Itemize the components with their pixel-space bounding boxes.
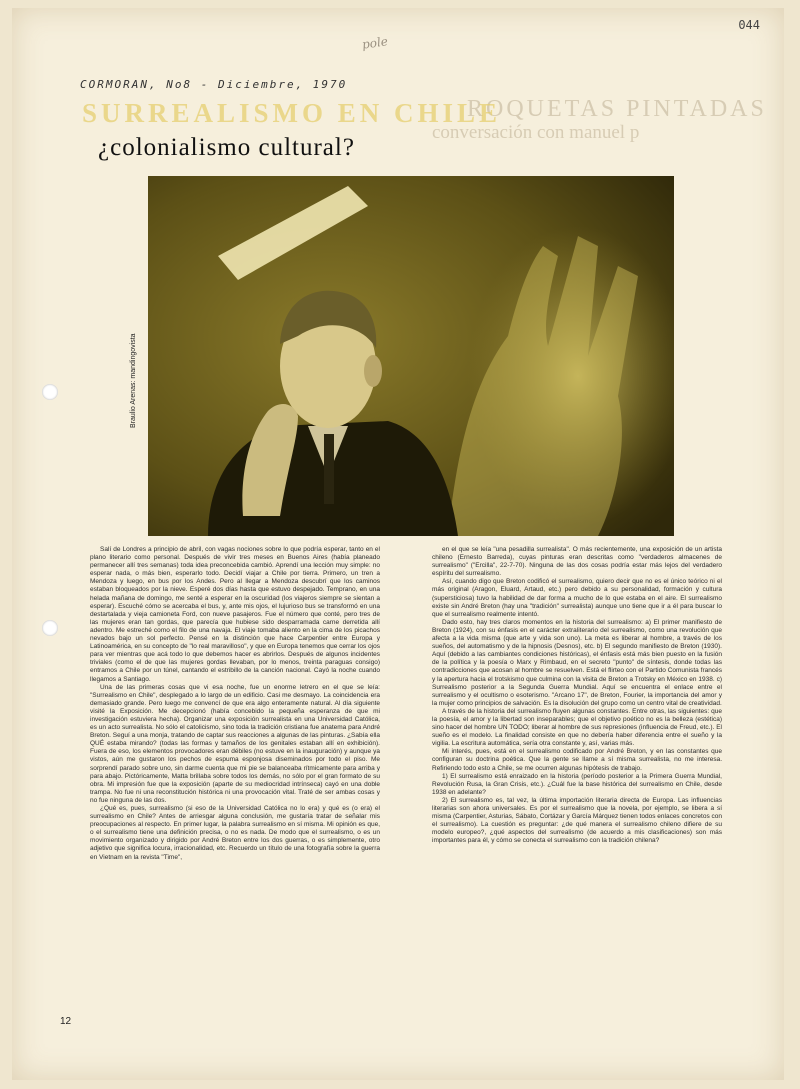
paragraph: ¿Qué es, pues, surrealismo (si eso de la Universidad Católica no lo era) y qué es (o era) el surrealismo en Chile? Antes de arriesgar alguna conclusión, me gustaría tratar de señalar mis preocupaciones al respecto. En primer lugar, la palabra surrealismo en sí misma. Mi opinión es que, o el surrealismo tiene una definición precisa, o no es nada. De modo que el surrealismo, o es un movimiento organizado y dirigido por André Breton entre los dos guerras, o es simplemente, otro adjetivo que significa locura, irracionalidad, etc. Recuerdo un título de una fotografía sobre la guerra en Vietnam en la revista "Time", [90, 805, 380, 861]
bleedthrough-title: ROQUETAS PINTADAS [467, 96, 767, 122]
binder-hole [42, 384, 58, 400]
pencil-note: pole [361, 34, 389, 52]
paragraph: 1) El surrealismo está enraizado en la historia (período posterior a la Primera Guerra Mundial, Revolución Rusa, la Gran Crisis, etc.). ¿Cuál fue la base histórica del surrealismo en Chile, desde 1938 en adelante? [432, 772, 722, 796]
bleedthrough-subtitle: conversación con manuel p [432, 122, 640, 143]
handwritten-header: CORMORAN, No8 - Diciembre, 1970 [80, 78, 348, 91]
page-number: 12 [60, 1016, 72, 1027]
paragraph: Dado esto, hay tres claros momentos en la historia del surrealismo: a) El primer manifiesto de Breton (1924), con su énfasis en el carácter extraliterario del surrealismo, como una revolución que afecta a la vida misma (que arte y vida son uno). La meta es liberar al hombre, a través de los sueños, del automatismo y de la hipnosis (Desnos), etc. b) El segundo manifiesto de Breton (1930). Aquí (debido a las cambiantes condiciones históricas), el énfasis está más bien puesto en la fusión de la política y la poesía o Marx y Rimbaud, en el secreto "punto" de síntesis, donde todas las contradicciones que acosan al hombre se resuelven. Está el flirteo con el Partido Comunista francés y la apertura hacia el trotskismo que culmina con la visita de Breton a Trotsky en México en 1938. c) Surrealismo posterior a la Segunda Guerra Mundial. Aquí se encuentra el enlace entre el surrealismo y el ocultismo o esoterismo. "Arcano 17", de Breton, Fourier, la importancia del amor y la mujer como principios de salvación. Es la disolución del grupo como un centro vital de creatividad. [432, 618, 722, 707]
paragraph: Una de las primeras cosas que vi esa noche, fue un enorme letrero en el que se leía: "Surrealismo en Chile", desplegado a lo largo de un edificio. Casi me desmayo. La coincidencia era demasiado grande. Pero luego me convencí de que era algo enteramente natural. Al día siguiente visité la Exposición. Me decepcionó (había concebido la pequeña esperanza de que mi investigación estuviera hecha). Organizar una exposición surrealista en una Universidad Católica, es un acto surrealista. No sólo el catolicismo, sino toda la tradición cristiana fue anatema para André Breton. Seguí a una monja, tratando de captar sus reacciones a algunas de las pinturas. ¿Sabía ella QUÉ estaba mirando? (todas las formas y tamaños de los genitales estaban allí en exhibición). Fuera de eso, los elementos provocadores eran débiles (no estuve en la inauguración) y aunque ya vistos, aún me gustaron los pechos de espuma esponjosa diseminados por todo el piso. Me sorprendí parado sobre uno, sin darme cuenta que mi pie se balanceaba rítmicamente para arriba y para abajo. Pictóricamente, Matta brillaba sobre todos los demás, no sólo por el gran formato de su obra. Mi impresión fue que la exposición (aparte de su mediocridad intrínseca) cayó en una doble trampa. No fue ni una reconstitución histórica ni una provocación vital. Traté de ser ambas cosas y no fue ninguna de las dos. [90, 683, 380, 804]
binder-hole [42, 620, 58, 636]
photo-credit: Braulio Arenas: mandingovista [130, 333, 137, 428]
magazine-page [12, 8, 784, 1080]
folio-number: 044 [738, 18, 760, 32]
paragraph: A través de la historia del surrealismo fluyen algunas constantes. Entre otras, las siguientes: que la poesía, el amor y la libertad son inseparables; que el objetivo poético no es la belleza (estética) sino hacer del hombre UN TODO; liberar al hombre de sus represiones (influencia de Freud, etc.). El sueño es el modelo. La finalidad consiste en que no debería haber diferencia entre el sueño y la vigilia. La escritura automática, sería otra constante y, así, varias más. [432, 707, 722, 748]
article-column-right [432, 546, 722, 1031]
paragraph: Salí de Londres a principio de abril, con vagas nociones sobre lo que podría esperar, tanto en el plano literario como personal. Después de vivir tres meses en Buenos Aires (había planeado permanecer allí tres semanas) toda idea preconcebida cambió. Aprendí una lección muy simple: no esperar nada, o más bien, esperarlo todo. Decidí viajar a Chile por tierra. Primero, un tren a Mendoza y luego, en bus por los Andes. Pero al llegar a Mendoza descubrí que los caminos estaban bloqueados por la nieve. Esperé dos días hasta que estuvo despejado. Temprano, en una helada mañana de domingo, me senté a esperar en la oscuridad (los viajeros siempre se sientan a esperar). Escuché cómo se acercaba el bus, y, ante mis ojos, el lujurioso bus se transformó en una destartalada y vieja camioneta Ford, con nueve pasajeros. Fue el número que conté, pero tres de las mujeres eran tan gordas, que parecía que hubiese sido desparramada carne derretida allí adentro. Me estreché como el filo de una navaja. El viaje tomaba aliento en la cima de los picachos nevados bajo un sol perfecto. Pensé en la distinción que hace Carpentier entre Europa y Latinoamérica, en su concepto de "lo real maravilloso", y que en Europa tenemos que cerrar los ojos para ver mientras que acá todo lo que debemos hacer es abrirlos. Después de algunos incidentes triviales (como el de que las mujeres gordas llevaban, por lo menos, treinta paraguas consigo) entramos a Chile por un túnel, cantando el estribillo de la canción nacional. Cayó la noche cuando llegamos a Santiago. [90, 546, 380, 683]
paragraph: en el que se leía "una pesadilla surrealista". O más recientemente, una exposición de un artista chileno (Ernesto Barreda), cuyas pinturas eran descritas como "verdaderos almacenes de surrealismo" ("Ercilla", 22-7-70). Ninguna de las dos cosas podría estar más lejos del verdadero espíritu del surrealismo. [432, 546, 722, 578]
portrait-photo [148, 176, 674, 536]
paragraph: Así, cuando digo que Breton codificó el surrealismo, quiero decir que no es el único teórico ni el más original (Aragon, Eluard, Artaud, etc.) pero debido a su personalidad, formación y cultura (supersticiosa) tuvo la habilidad de dar forma a mucho de lo que estaba en el aire. El surrealismo existe sin André Breton (hay una "tradición" surrealista) aunque uno tiene que ir a él para buscar lo que el surrealismo realmente intentó. [432, 578, 722, 618]
paragraph: Mi interés, pues, está en el surrealismo codificado por André Breton, y en las constantes que configuran su doctrina poética. Que la gente se llame a sí misma surrealista, no me interesa. Refiriendo todo esto a Chile, se me ocurren algunas hipótesis de trabajo. [432, 748, 722, 772]
article-column-left [90, 546, 380, 1024]
paragraph: 2) El surrealismo es, tal vez, la última importación literaria directa de Europa. Las influencias literarias son ahora universales. Es por el surrealismo que la novela, por ejemplo, se libera a sí misma (Carpentier, Asturias, Sábato, Cortázar y García Márquez tienen todos enlaces concretos con el surrealismo). La cuestión es preguntar: ¿de qué manera el surrealismo chileno difiere de su modelo europeo?, ¿qué aspectos del surrealismo (de acuerdo a mis clasificaciones) son más importantes para él, y cómo se conecta el surrealismo con la tradición chilena? [432, 796, 722, 845]
article-title: ¿colonialismo cultural? [98, 134, 355, 161]
section-title: SURREALISMO EN CHILE [82, 98, 502, 128]
